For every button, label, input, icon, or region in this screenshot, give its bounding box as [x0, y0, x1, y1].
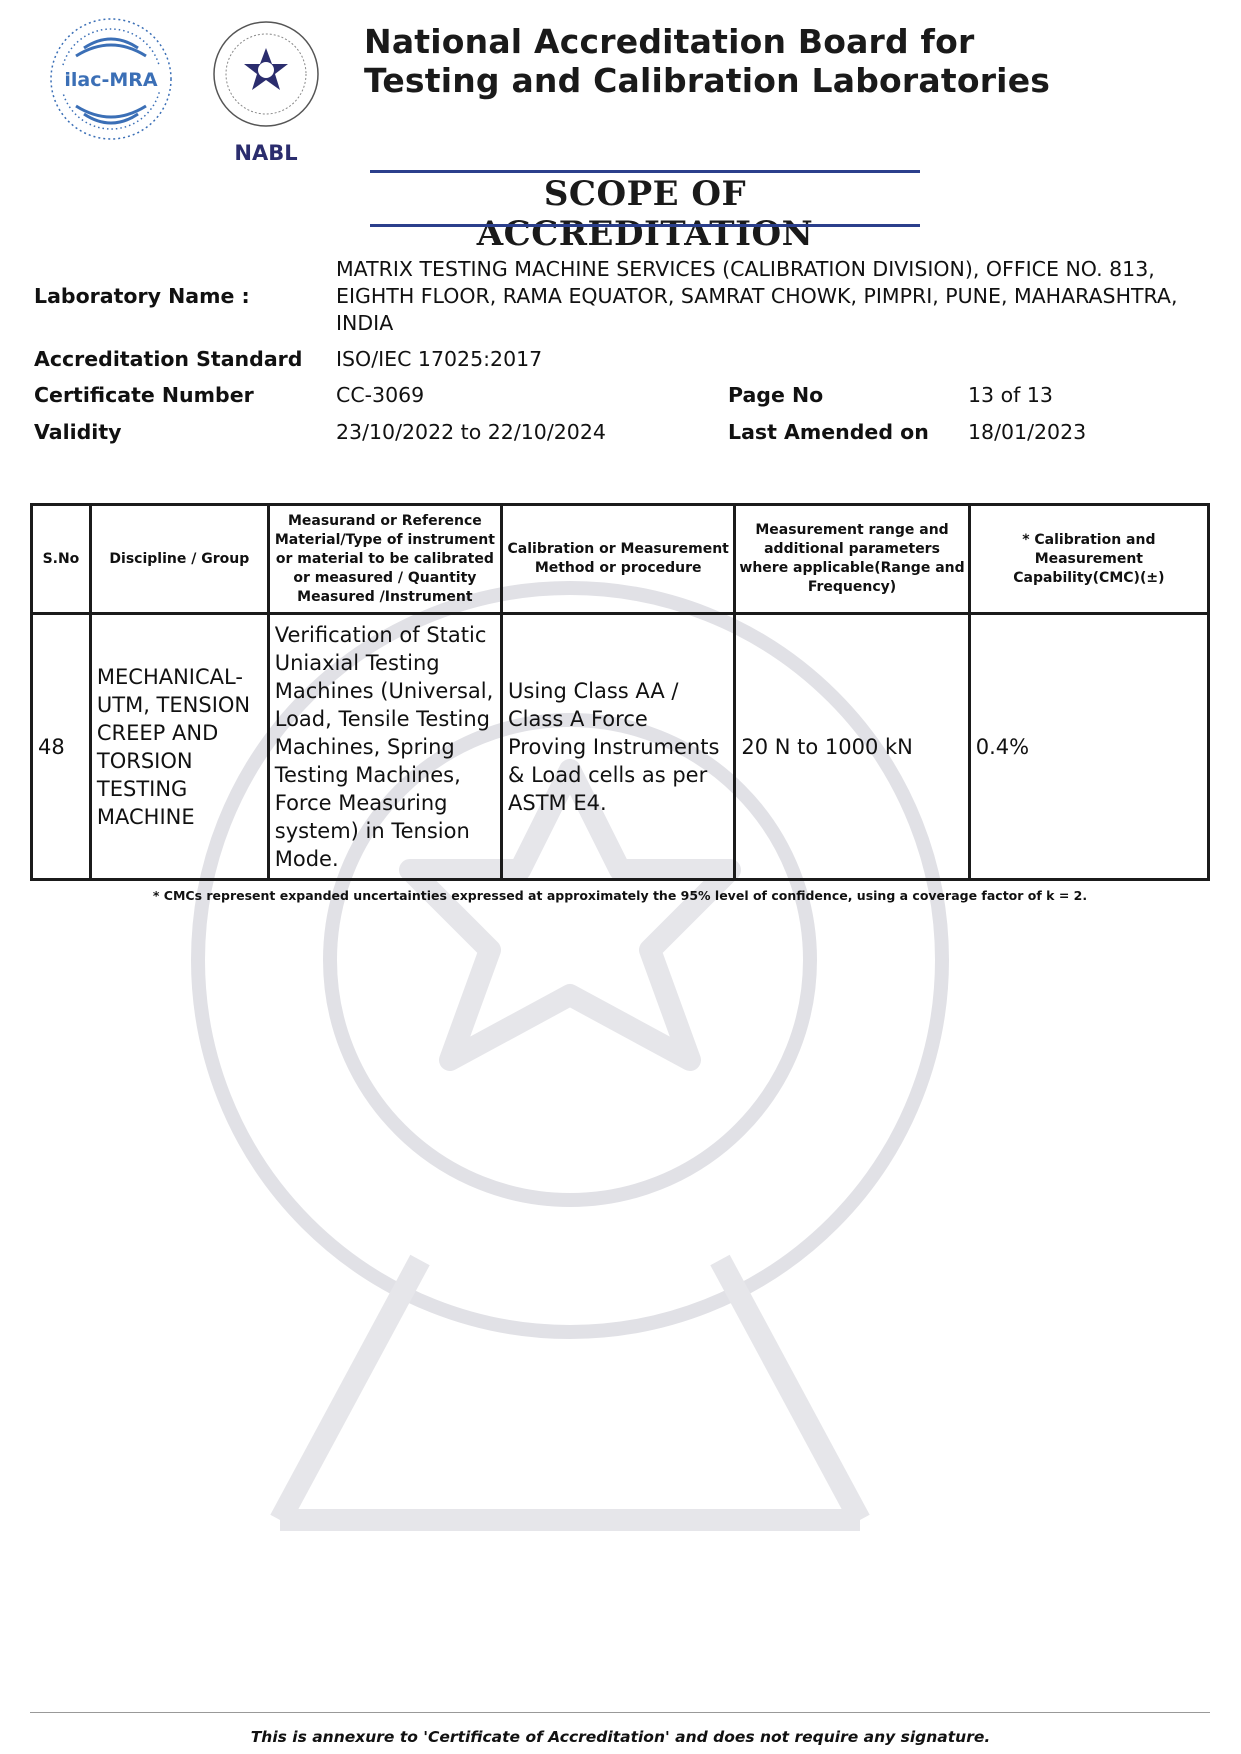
- table-header-row: [32, 505, 1209, 614]
- standard-label: Accreditation Standard: [34, 347, 303, 371]
- col-header-range: Measurement range and additional parameters where applicable(Range and Frequency): [735, 505, 969, 614]
- svg-text:ilac-MRA: ilac-MRA: [64, 69, 158, 91]
- org-title-line1: National Accreditation Board for: [364, 22, 975, 61]
- lab-name-label: Laboratory Name :: [34, 284, 250, 308]
- cell-discipline: MECHANICAL- UTM, TENSION CREEP AND TORSION TESTING MACHINE: [90, 614, 268, 880]
- cell-method: Using Class AA / Class A Force Proving Instruments & Load cells as per ASTM E4.: [502, 614, 735, 880]
- page-label: Page No: [728, 383, 824, 407]
- col-header-cmc: * Calibration and Measurement Capability(CMC)(±): [969, 505, 1208, 614]
- validity-label: Validity: [34, 420, 122, 444]
- ilac-mra-logo: [46, 14, 176, 144]
- org-title: [364, 22, 1050, 100]
- cell-sno: 48: [32, 614, 91, 880]
- footer-note: This is annexure to 'Certificate of Accreditation' and does not require any signature.: [250, 1728, 991, 1746]
- footer-divider: [30, 1712, 1210, 1713]
- lab-name-line1: MATRIX TESTING MACHINE SERVICES (CALIBRATION DIVISION), OFFICE NO. 813,: [336, 257, 1155, 281]
- page-value: 13 of 13: [968, 383, 1053, 407]
- nabl-logo: [208, 12, 328, 172]
- cert-label: Certificate Number: [34, 383, 254, 407]
- scope-table: [30, 503, 1210, 881]
- col-header-sno: S.No: [32, 505, 91, 614]
- amended-label: Last Amended on: [728, 420, 929, 444]
- col-header-discipline: Discipline / Group: [90, 505, 268, 614]
- svg-text:NABL: NABL: [234, 141, 298, 165]
- col-header-measurand: Measurand or Reference Material/Type of instrument or material to be calibrated or measured / Quantity Measured /Instrument: [268, 505, 501, 614]
- cert-value: CC-3069: [336, 383, 425, 407]
- col-header-method: Calibration or Measurement Method or procedure: [502, 505, 735, 614]
- table-row: [32, 614, 1209, 880]
- org-title-line2: Testing and Calibration Laboratories: [364, 61, 1051, 100]
- standard-value: ISO/IEC 17025:2017: [336, 347, 543, 371]
- cell-measurand: Verification of Static Uniaxial Testing Machines (Universal, Load, Tensile Testing Machines, Spring Testing Machines, Force Measuring system) in Tension Mode.: [268, 614, 501, 880]
- cell-range: 20 N to 1000 kN: [735, 614, 969, 880]
- cell-cmc: 0.4%: [969, 614, 1208, 880]
- validity-value: 23/10/2022 to 22/10/2024: [336, 420, 606, 444]
- lab-name-line2: EIGHTH FLOOR, RAMA EQUATOR, SAMRAT CHOWK, PIMPRI, PUNE, MAHARASHTRA,: [336, 284, 1178, 308]
- amended-value: 18/01/2023: [968, 420, 1087, 444]
- title-rule-bottom: [370, 224, 920, 227]
- title-rule-top: [370, 170, 920, 173]
- lab-name-line3: INDIA: [336, 311, 394, 335]
- document-title: SCOPE OF ACCREDITATION: [476, 174, 814, 254]
- cmc-footnote: * CMCs represent expanded uncertainties expressed at approximately the 95% level of confidence, using a coverage factor of k = 2.: [152, 888, 1088, 903]
